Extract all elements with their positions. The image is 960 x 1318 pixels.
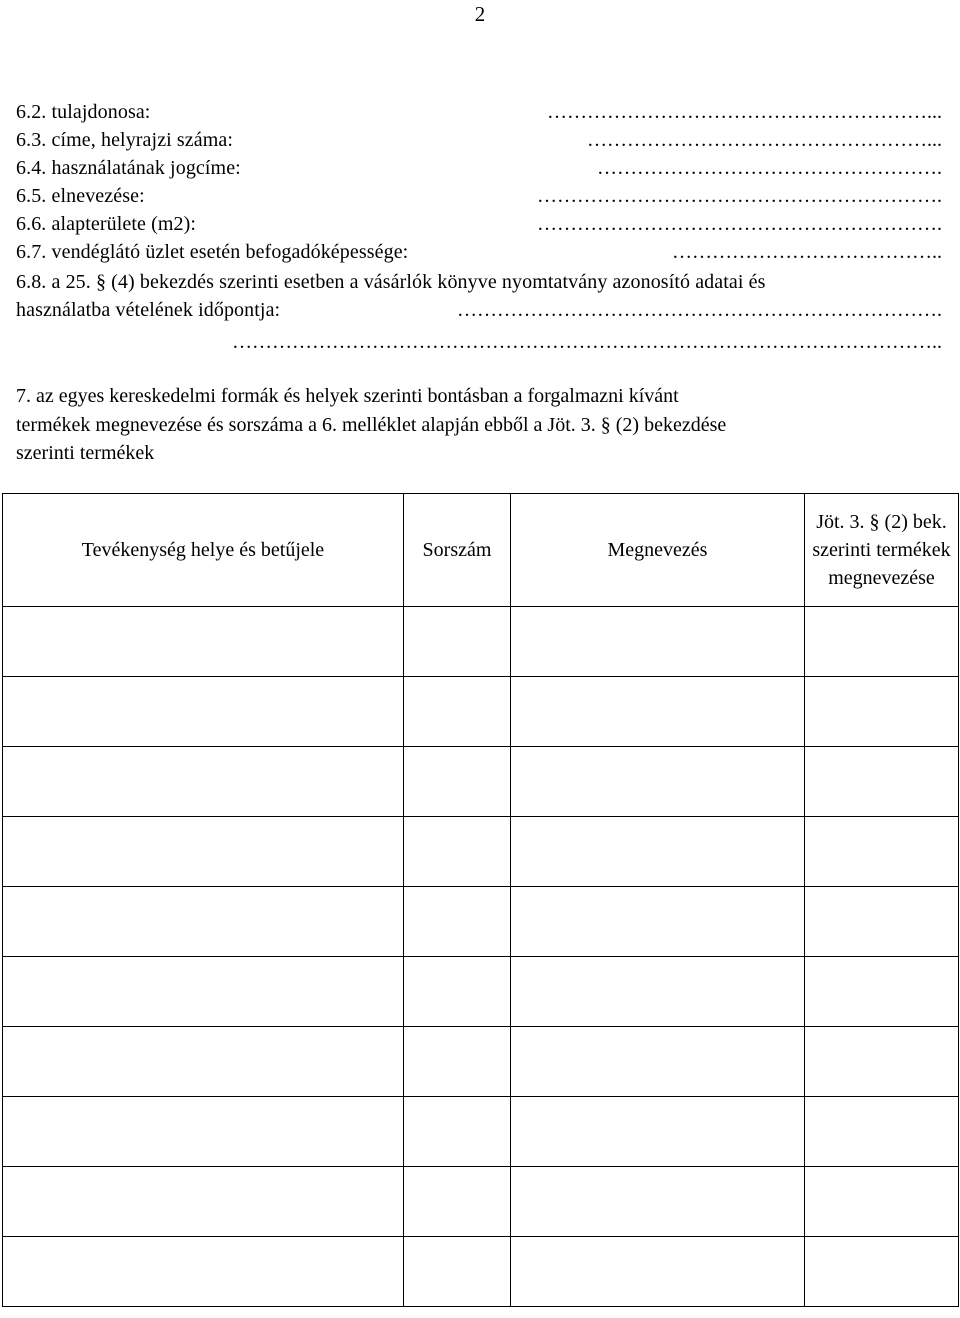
table-cell[interactable]	[511, 1237, 805, 1307]
field-6-8-continuation-fill[interactable]: ……………………………………………………………………………………………..	[232, 331, 942, 353]
table-row	[3, 1237, 959, 1307]
field-6-6-fill[interactable]: …………………………………………………….	[537, 213, 942, 235]
table-cell[interactable]	[511, 1167, 805, 1237]
table-row	[3, 747, 959, 817]
table-cell[interactable]	[3, 817, 404, 887]
products-table	[2, 493, 959, 1307]
field-6-7-label: 6.7. vendéglátó üzlet esetén befogadóképessége:	[16, 241, 414, 263]
field-6-3-label: 6.3. címe, helyrajzi száma:	[16, 129, 239, 151]
table-cell[interactable]	[511, 817, 805, 887]
table-cell[interactable]	[805, 957, 959, 1027]
field-6-2-label: 6.2. tulajdonosa:	[16, 101, 156, 123]
table-body	[3, 607, 959, 1307]
field-6-6-label: 6.6. alapterülete (m2):	[16, 213, 202, 235]
table-header-row	[3, 494, 959, 607]
table-cell[interactable]	[805, 887, 959, 957]
table-row	[3, 677, 959, 747]
table-cell[interactable]	[805, 677, 959, 747]
table-cell[interactable]	[511, 607, 805, 677]
field-6-3-fill[interactable]: ……………………………………………...	[587, 129, 942, 151]
table-cell[interactable]	[404, 817, 511, 887]
section-7-line-2: termékek megnevezése és sorszáma a 6. melléklet alapján ebből a Jöt. 3. § (2) bekezdése	[16, 413, 727, 436]
field-6-4-label: 6.4. használatának jogcíme:	[16, 157, 246, 179]
table-cell[interactable]	[805, 747, 959, 817]
table-cell[interactable]	[805, 607, 959, 677]
table-row	[3, 1097, 959, 1167]
section-7-text	[16, 382, 946, 468]
table-cell[interactable]	[3, 607, 404, 677]
field-6-7-fill[interactable]: …………………………………..	[672, 241, 942, 263]
header-jot-products: Jöt. 3. § (2) bek. szerinti termékek megnevezése	[805, 494, 959, 607]
table-cell[interactable]	[3, 1097, 404, 1167]
field-6-8-date-label: használatba vételének időpontja:	[16, 299, 286, 321]
table-cell[interactable]	[3, 1237, 404, 1307]
header-serial-number: Sorszám	[404, 494, 511, 607]
section-7-line-3: szerinti termékek	[16, 442, 155, 464]
table-cell[interactable]	[3, 1027, 404, 1097]
table-row	[3, 607, 959, 677]
table-cell[interactable]	[511, 887, 805, 957]
field-6-5-fill[interactable]: …………………………………………………….	[537, 185, 942, 207]
table-cell[interactable]	[511, 1097, 805, 1167]
table-cell[interactable]	[404, 1027, 511, 1097]
table-cell[interactable]	[404, 957, 511, 1027]
table-row	[3, 887, 959, 957]
table-cell[interactable]	[3, 747, 404, 817]
table-cell[interactable]	[404, 887, 511, 957]
table-cell[interactable]	[3, 677, 404, 747]
table-cell[interactable]	[511, 1027, 805, 1097]
field-6-8-text: 6.8. a 25. § (4) bekezdés szerinti esetben a vásárlók könyve nyomtatvány azonosító adatai és	[16, 271, 766, 293]
table-row	[3, 1167, 959, 1237]
table-cell[interactable]	[511, 677, 805, 747]
table-cell[interactable]	[511, 747, 805, 817]
field-6-2-fill[interactable]: …………………………………………………...	[547, 101, 942, 123]
table-cell[interactable]	[805, 1237, 959, 1307]
table-row	[3, 957, 959, 1027]
table-cell[interactable]	[3, 887, 404, 957]
table-cell[interactable]	[404, 677, 511, 747]
table-cell[interactable]	[404, 1097, 511, 1167]
table-cell[interactable]	[805, 1097, 959, 1167]
table-cell[interactable]	[404, 1237, 511, 1307]
field-6-4-fill[interactable]: …………………………………………….	[597, 157, 942, 179]
page-number: 2	[474, 2, 486, 26]
table-cell[interactable]	[404, 747, 511, 817]
table-cell[interactable]	[805, 817, 959, 887]
table-cell[interactable]	[404, 607, 511, 677]
table-row	[3, 1027, 959, 1097]
header-activity-place: Tevékenység helye és betűjele	[3, 494, 404, 607]
section-7-line-1: 7. az egyes kereskedelmi formák és helyek szerinti bontásban a forgalmazni kívánt	[16, 385, 679, 407]
table-cell[interactable]	[511, 957, 805, 1027]
table-cell[interactable]	[404, 1167, 511, 1237]
table-row	[3, 817, 959, 887]
field-6-5-label: 6.5. elnevezése:	[16, 185, 150, 207]
table-cell[interactable]	[3, 1167, 404, 1237]
table-cell[interactable]	[805, 1167, 959, 1237]
field-6-8-date-fill[interactable]: ……………………………………………………………….	[457, 299, 942, 321]
table-cell[interactable]	[3, 957, 404, 1027]
header-name: Megnevezés	[511, 494, 805, 607]
table-cell[interactable]	[805, 1027, 959, 1097]
